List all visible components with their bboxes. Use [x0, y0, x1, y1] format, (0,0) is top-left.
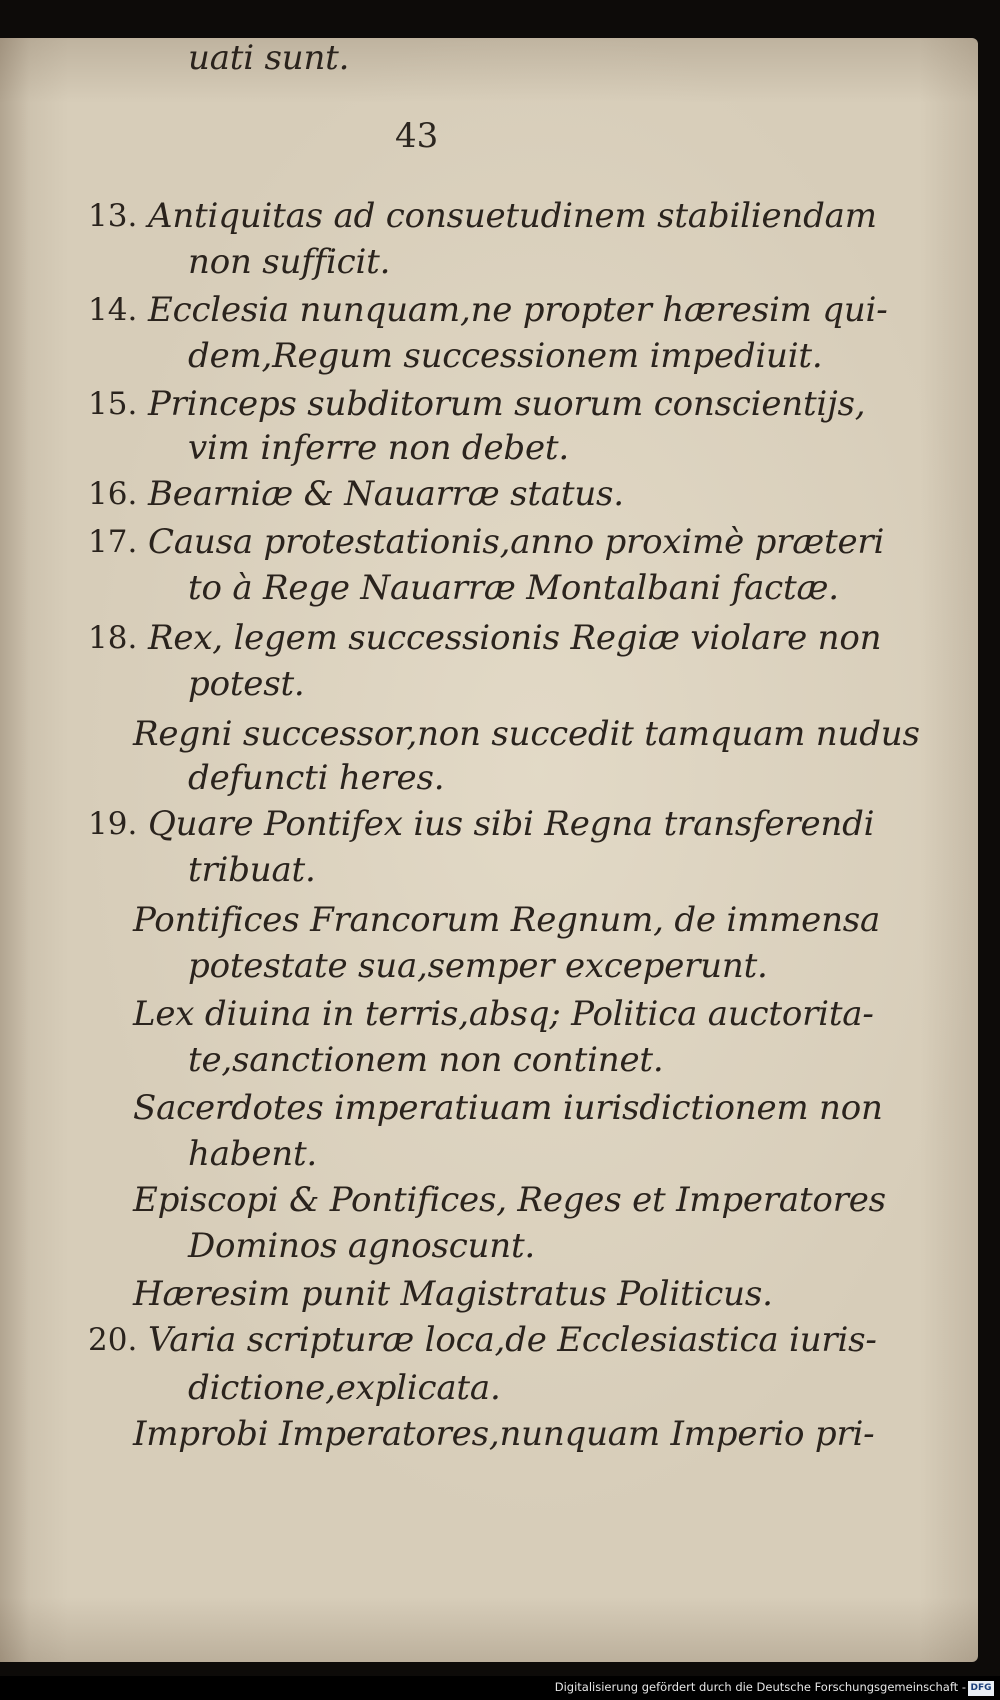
entry-continuation: dem,Regum successionem impediuit. [188, 336, 823, 376]
entry-continuation: defuncti heres. [188, 758, 445, 798]
entry-text: Pontifices Francorum Regnum, de immensa [133, 900, 881, 940]
entry-text: Hæresim punit Magistratus Politicus. [133, 1274, 773, 1314]
entry-text: Sacerdotes imperatiuam iurisdictionem non [133, 1088, 883, 1128]
entry-text: Improbi Imperatores,nunquam Imperio pri- [133, 1414, 875, 1454]
entry-number: 16. [88, 476, 138, 512]
entry-number: 18. [88, 620, 138, 656]
entry-continuation: to à Rege Nauarræ Montalbani factæ. [188, 568, 839, 608]
entry-continuation: vim inferre non debet. [188, 428, 569, 468]
entry-text: Rex, legem successionis Regiæ violare non [148, 618, 882, 658]
entry-number: 20. [88, 1322, 138, 1358]
entry-continuation: potestate sua,semper exceperunt. [188, 946, 768, 986]
entry-continuation: potest. [188, 664, 305, 704]
entry-text: Causa protestationis,anno proximè præteri [148, 522, 885, 562]
entry-number: 14. [88, 292, 138, 328]
page-number: 43 [395, 116, 439, 156]
entry-continuation: uati sunt. [188, 38, 350, 78]
entry-text: Regni successor,non succedit tamquam nudus [133, 714, 920, 754]
entry-continuation: Dominos agnoscunt. [188, 1226, 536, 1266]
book-page [0, 38, 978, 1662]
entry-continuation: tribuat. [188, 850, 316, 890]
entry-continuation: habent. [188, 1134, 318, 1174]
entry-number: 19. [88, 806, 138, 842]
entry-text: Episcopi & Pontifices, Reges et Imperatores [133, 1180, 886, 1220]
entry-text: Princeps subditorum suorum conscientijs, [148, 384, 866, 424]
entry-number: 15. [88, 386, 138, 422]
entry-text: Varia scripturæ loca,de Ecclesiastica iuris- [148, 1320, 877, 1360]
entry-text: Lex diuina in terris,absq; Politica auctorita- [133, 994, 874, 1034]
entry-continuation: dictione,explicata. [188, 1368, 501, 1408]
digitization-credit: Digitalisierung gefördert durch die Deutsche Forschungsgemeinschaft - [554, 1680, 966, 1694]
entry-text: Bearniæ & Nauarræ status. [148, 474, 624, 514]
entry-number: 17. [88, 524, 138, 560]
entry-text: Quare Pontifex ius sibi Regna transferendi [148, 804, 875, 844]
entry-text: Antiquitas ad consuetudinem stabiliendam [148, 196, 877, 236]
entry-continuation: non sufficit. [188, 242, 391, 282]
entry-text: Ecclesia nunquam,ne propter hæresim qui- [148, 290, 888, 330]
entry-continuation: te,sanctionem non continet. [188, 1040, 664, 1080]
dfg-logo: DFG [968, 1681, 994, 1696]
entry-number: 13. [88, 198, 138, 234]
